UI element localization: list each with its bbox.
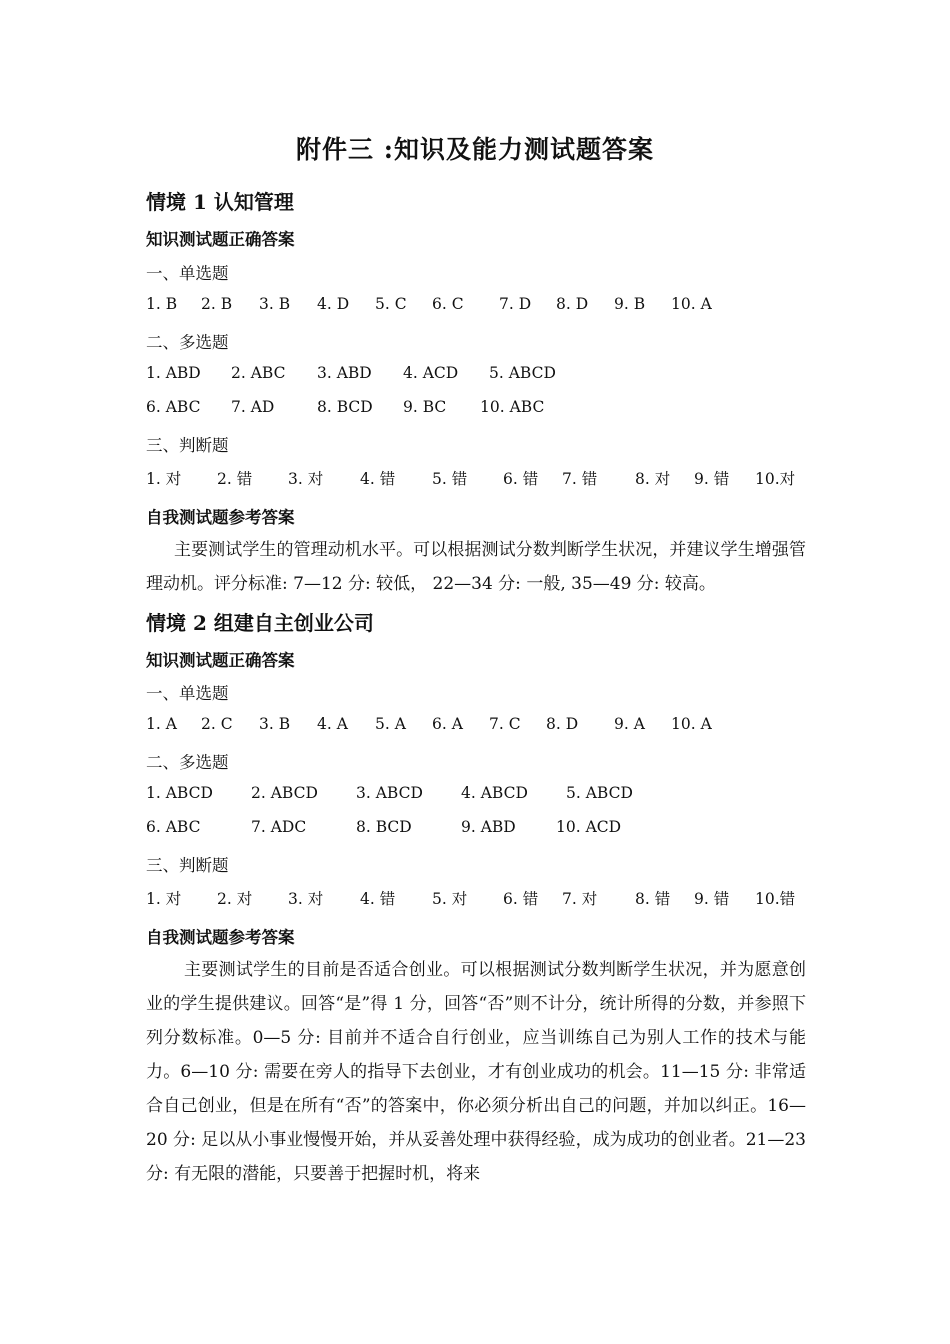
page-title: 附件三 :知识及能力测试题答案 [296, 135, 654, 164]
answer-item: 9. B [614, 295, 646, 313]
s1-true-false-label: 三、判断题 [146, 436, 229, 455]
s2-single-choice-label: 一、单选题 [146, 684, 229, 703]
answer-item: 6. 错 [503, 470, 539, 488]
s2-multi-choice-answers-row2 [146, 818, 950, 840]
s2-single-choice-answers [146, 715, 950, 737]
answer-item: 9. 错 [694, 470, 730, 488]
s2-self-test-paragraph [146, 953, 806, 1191]
answer-item: 10. ABC [480, 398, 545, 416]
answer-item: 4. ABCD [461, 784, 528, 802]
s1-true-false-answers [146, 467, 950, 489]
answer-item: 2. 错 [217, 470, 253, 488]
answer-item: 6. ABC [146, 818, 201, 836]
answer-item: 9. ABD [461, 818, 516, 836]
answer-item: 10. A [671, 715, 712, 733]
answer-item: 7. 对 [562, 890, 598, 908]
answer-item: 6. C [432, 295, 464, 313]
answer-item: 10. ACD [556, 818, 622, 836]
answer-item: 3. 对 [288, 890, 324, 908]
answer-item: 1. B [146, 295, 178, 313]
answer-item: 7. D [499, 295, 532, 313]
answer-item: 3. B [259, 715, 291, 733]
answer-item: 1. A [146, 715, 177, 733]
s2-knowledge-heading: 知识测试题正确答案 [146, 651, 295, 670]
answer-item: 4. ACD [403, 364, 459, 382]
answer-item: 4. 错 [360, 470, 396, 488]
s2-multi-choice-label: 二、多选题 [146, 753, 229, 772]
answer-item: 10.对 [755, 470, 796, 488]
answer-item: 8. 对 [635, 470, 671, 488]
s1-self-test-heading: 自我测试题参考答案 [146, 508, 295, 527]
answer-item: 4. 错 [360, 890, 396, 908]
answer-item: 2. ABC [231, 364, 286, 382]
s1-single-choice-label: 一、单选题 [146, 264, 229, 283]
answer-item: 7. AD [231, 398, 275, 416]
answer-item: 8. D [556, 295, 589, 313]
answer-item: 1. 对 [146, 890, 182, 908]
paragraph-text: 主要测试学生的目前是否适合创业。可以根据测试分数判断学生状况，并为愿意创业的学生提供建议。回答“是”得 1 分，回答“否”则不计分，统计所得的分数，并参照下列分数标准。0—5 分: 目前并不适合自行创业，应当训练自己为别人工作的技术与能力。6—10 分: 需要在旁人的指导下去创业，才有创业成功的机会。11—15 分: 非常适合自己创业，但是在所有“否”的答案中，你必须分析出自己的问题，并加以纠正。16—20 分: 足以从小事业慢慢开始，并从妥善处理中获得经验，成为成功的创业者。21—23 分: 有无限的潜能，只要善于把握时机，将来 [146, 960, 806, 1184]
answer-item: 5. 对 [432, 890, 468, 908]
paragraph-text: 主要测试学生的管理动机水平。可以根据测试分数判断学生状况，并建议学生增强管理动机。评分标准: 7—12 分: 较低， 22—34 分: 一般, 35—49 分: 较高。 [146, 540, 806, 594]
answer-item: 5. ABCD [566, 784, 633, 802]
answer-item: 7. ADC [251, 818, 307, 836]
answer-item: 3. ABCD [356, 784, 423, 802]
answer-item: 2. C [201, 715, 233, 733]
s1-single-choice-answers [146, 295, 950, 317]
answer-item: 8. 错 [635, 890, 671, 908]
s2-true-false-label: 三、判断题 [146, 856, 229, 875]
answer-item: 7. 错 [562, 470, 598, 488]
answer-item: 5. ABCD [489, 364, 556, 382]
answer-item: 4. A [317, 715, 348, 733]
answer-item: 9. 错 [694, 890, 730, 908]
answer-item: 1. ABCD [146, 784, 213, 802]
answer-item: 10. A [671, 295, 712, 313]
answer-item: 5. 错 [432, 470, 468, 488]
answer-item: 8. BCD [356, 818, 412, 836]
answer-item: 10.错 [755, 890, 796, 908]
s2-self-test-heading: 自我测试题参考答案 [146, 928, 295, 947]
answer-item: 5. C [375, 295, 407, 313]
s1-self-test-paragraph [146, 533, 806, 601]
answer-item: 6. A [432, 715, 463, 733]
s1-multi-choice-answers-row2 [146, 398, 950, 420]
answer-item: 2. B [201, 295, 233, 313]
s1-multi-choice-label: 二、多选题 [146, 333, 229, 352]
answer-item: 9. BC [403, 398, 447, 416]
answer-item: 3. 对 [288, 470, 324, 488]
answer-item: 6. 错 [503, 890, 539, 908]
answer-item: 3. B [259, 295, 291, 313]
answer-item: 5. A [375, 715, 406, 733]
scenario-1-heading: 情境 1 认知管理 [146, 190, 294, 214]
s1-knowledge-heading: 知识测试题正确答案 [146, 230, 295, 249]
answer-item: 3. ABD [317, 364, 372, 382]
answer-item: 8. BCD [317, 398, 373, 416]
answer-item: 6. ABC [146, 398, 201, 416]
answer-item: 4. D [317, 295, 350, 313]
s2-true-false-answers [146, 887, 950, 909]
answer-item: 7. C [489, 715, 521, 733]
scenario-2-heading: 情境 2 组建自主创业公司 [146, 611, 374, 635]
answer-item: 2. ABCD [251, 784, 318, 802]
s2-multi-choice-answers-row1 [146, 784, 950, 806]
answer-item: 8. D [546, 715, 579, 733]
s1-multi-choice-answers-row1 [146, 364, 950, 386]
answer-item: 1. 对 [146, 470, 182, 488]
answer-item: 9. A [614, 715, 645, 733]
answer-item: 2. 对 [217, 890, 253, 908]
answer-item: 1. ABD [146, 364, 201, 382]
